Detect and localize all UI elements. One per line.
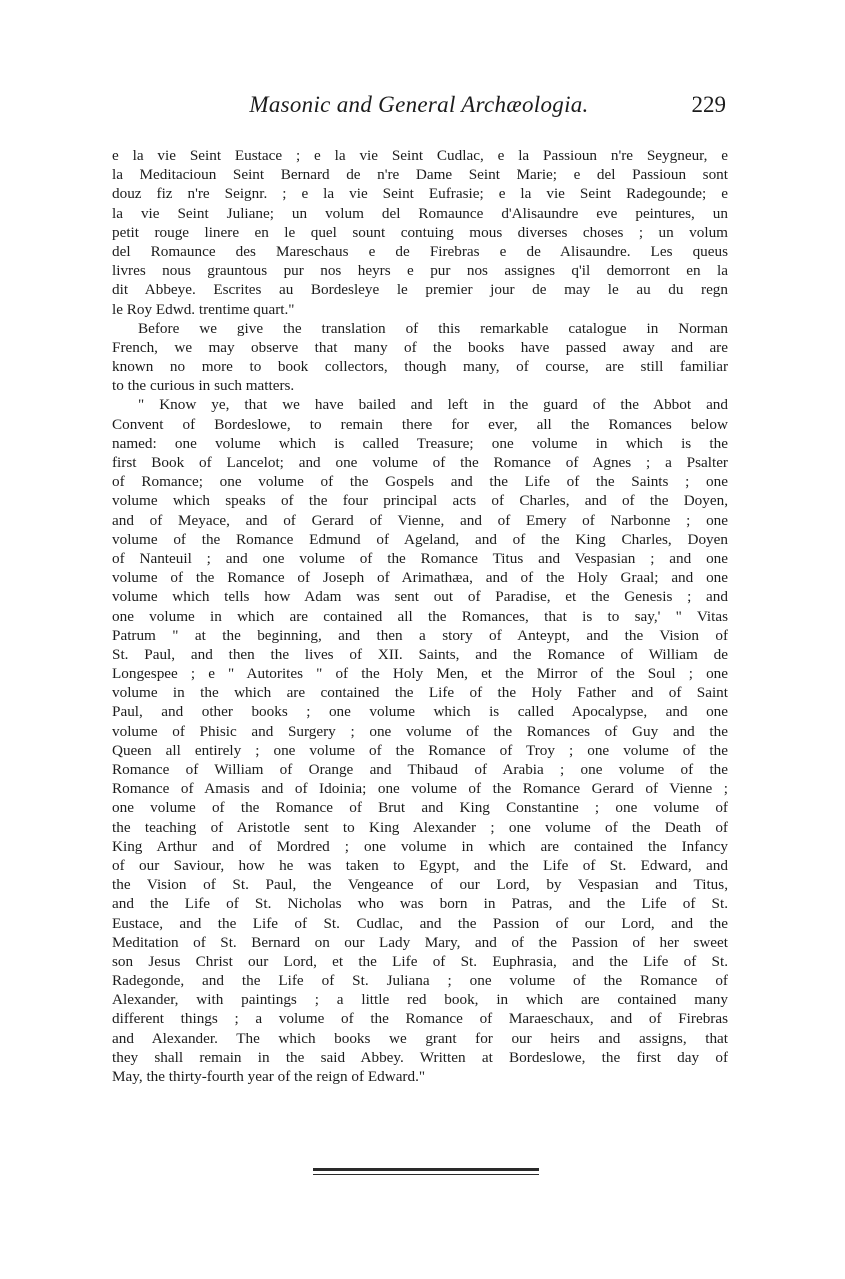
text-line: Alexander, with paintings ; a little red book, in which are contained many: [112, 991, 728, 1009]
text-line: of Romance; one volume of the Gospels and the Life of the Saints ; one: [112, 473, 728, 491]
text-line: " Know ye, that we have bailed and left in the guard of the Abbot and: [138, 396, 728, 414]
end-rule-thick: [313, 1168, 539, 1171]
text-line: of Nanteuil ; and one volume of the Romance Titus and Vespasian ; and one: [112, 549, 728, 567]
text-line: e la vie Seint Eustace ; e la vie Seint Cudlac, e la Passioun n're Seygneur, e: [112, 147, 728, 164]
text-line: volume which tells how Adam was sent out of Paradise, et the Genesis ; and: [112, 588, 728, 606]
text-line: and the Life of St. Nicholas who was born in Patras, and the Life of St.: [112, 895, 728, 913]
text-line: Patrum " at the beginning, and then a story of Anteypt, and the Vision of: [112, 626, 728, 644]
text-line: volume in the which are contained the Life of the Holy Father and of Saint: [112, 684, 728, 702]
text-line: first Book of Lancelot; and one volume of the Romance of Agnes ; a Psalter: [112, 454, 728, 471]
text-line: Meditation of St. Bernard on our Lady Mary, and of the Passion of her sweet: [112, 933, 728, 951]
page-number: 229: [691, 92, 726, 117]
text-line: volume of the Romance Edmund of Ageland, and of the King Charles, Doyen: [112, 530, 728, 548]
text-line: Longespee ; e " Autorites " of the Holy Men, et the Mirror of the Soul ; one: [112, 665, 728, 683]
text-line: King Arthur and of Mordred ; one volume in which are contained the Infancy: [112, 837, 728, 855]
text-line: Convent of Bordeslowe, to remain there for ever, all the Romances below: [112, 415, 728, 433]
text-line: la vie Seint Juliane; un volum del Romaunce d'Alisaundre eve peintures, un: [112, 204, 728, 222]
text-line: they shall remain in the said Abbey. Written at Bordeslowe, the first day of: [112, 1048, 728, 1066]
paragraph: [112, 395, 728, 1086]
text-line: le Roy Edwd. trentime quart.": [112, 300, 295, 318]
text-line: Queen all entirely ; one volume of the Romance of Troy ; one volume of the: [112, 741, 728, 759]
text-line: and of Meyace, and of Gerard of Vienne, and of Emery of Narbonne ; one: [112, 511, 728, 529]
text-line: Before we give the translation of this remarkable catalogue in Norman: [138, 319, 728, 337]
paragraph: [112, 319, 728, 396]
text-line: St. Paul, and then the lives of XII. Saints, and the Romance of William de: [112, 645, 728, 663]
text-line: named: one volume which is called Treasure; one volume in which is the: [112, 434, 728, 452]
text-line: dit Abbeye. Escrites au Bordesleye le premier jour de may le au du regn: [112, 281, 728, 299]
text-line: volume of Phisic and Surgery ; one volume of the Romances of Guy and the: [112, 722, 728, 740]
end-rule: [313, 1168, 539, 1175]
text-line: volume of the Romance of Joseph of Arimathæa, and of the Holy Graal; and one: [112, 569, 728, 587]
text-line: douz fiz n're Seignr. ; e la vie Seint Eufrasie; e la vie Seint Radegounde; e: [112, 185, 728, 203]
text-line: May, the thirty-fourth year of the reign of Edward.": [112, 1068, 426, 1085]
text-line: different things ; a volume of the Romance of Maraeschaux, and of Firebras: [112, 1010, 728, 1028]
text-line: Paul, and other books ; one volume which is called Apocalypse, and one: [112, 703, 728, 721]
text-line: petit rouge linere en le quel sount contuing mous diverses choses ; un volum: [112, 223, 728, 241]
text-line: of our Saviour, how he was taken to Egypt, and the Life of St. Edward, and: [112, 856, 728, 874]
running-header: [112, 92, 726, 122]
text-line: del Romaunce des Mareschaus e de Firebras e de Alisaundre. Les queus: [112, 242, 728, 260]
text-line: and Alexander. The which books we grant for our heirs and assigns, that: [112, 1029, 728, 1047]
text-line: the teaching of Aristotle sent to King Alexander ; one volume of the Death of: [112, 818, 728, 836]
text-line: French, we may observe that many of the books have passed away and are: [112, 338, 728, 356]
running-title: Masonic and General Archæologia.: [249, 92, 589, 117]
text-line: Radegonde, and the Life of St. Juliana ; one volume of the Romance of: [112, 972, 728, 990]
text-line: one volume of the Romance of Brut and King Constantine ; one volume of: [112, 799, 728, 817]
text-line: one volume in which are contained all the Romances, that is to say,' " Vitas: [112, 607, 728, 625]
text-line: Romance of William of Orange and Thibaud of Arabia ; one volume of the: [112, 761, 728, 778]
end-rule-thin: [313, 1174, 539, 1175]
text-line: son Jesus Christ our Lord, et the Life of St. Euphrasia, and the Life of St.: [112, 952, 728, 970]
text-line: the Vision of St. Paul, the Vengeance of our Lord, by Vespasian and Titus,: [112, 876, 728, 894]
text-line: known no more to book collectors, though many, of course, are still familiar: [112, 358, 728, 376]
text-line: volume which speaks of the four principal acts of Charles, and of the Doyen,: [112, 492, 728, 510]
text-line: Eustace, and the Life of St. Cudlac, and the Passion of our Lord, and the: [112, 914, 728, 932]
text-line: livres nous grauntous pur nos heyrs e pur nos assignes q'il demorront en la: [112, 262, 728, 280]
text-line: Romance of Amasis and of Idoinia; one volume of the Romance Gerard of Vienne ;: [112, 780, 728, 798]
text-line: la Meditacioun Seint Bernard de n're Dame Seint Marie; e del Passioun sont: [112, 166, 728, 184]
body-text: [112, 146, 728, 1086]
paragraph: [112, 146, 728, 319]
text-line: to the curious in such matters.: [112, 377, 295, 395]
